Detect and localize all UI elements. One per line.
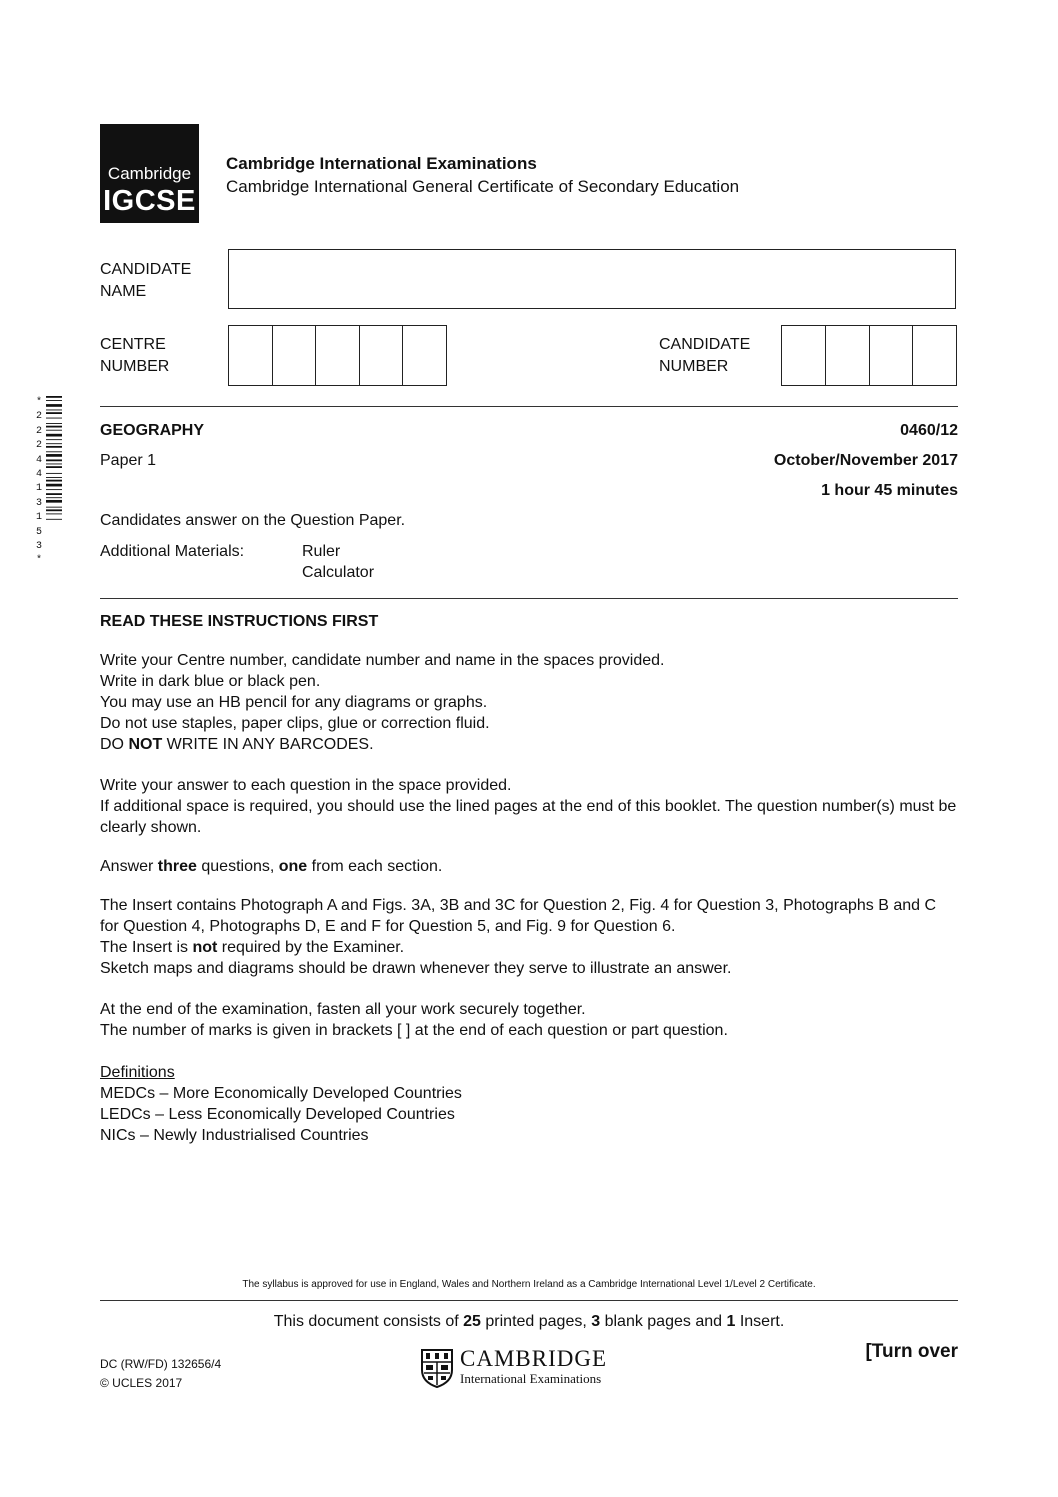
instruction-line: At the end of the examination, fasten all your work securely together.	[100, 1001, 586, 1018]
barcode-digit: 4	[35, 469, 42, 481]
barcode-digit: 3	[35, 497, 42, 509]
centre-number-label-line2: NUMBER	[100, 358, 170, 375]
instruction-line: The number of marks is given in brackets [ ] at the end of each question or part question.	[100, 1022, 728, 1039]
cambridge-crest-icon	[420, 1348, 454, 1388]
centre-number-cell[interactable]	[273, 326, 317, 385]
candidate-number-cell[interactable]	[913, 326, 956, 385]
text-run: WRITE IN ANY BARCODES.	[162, 736, 374, 753]
definitions	[100, 1062, 958, 1146]
igcse-logo	[100, 124, 199, 223]
copyright: © UCLES 2017	[100, 1376, 183, 1390]
instructions-block-1	[100, 650, 958, 755]
text-run: printed pages,	[480, 1313, 592, 1330]
candidate-number-label-line2: NUMBER	[659, 358, 729, 375]
definition-item: NICs – Newly Industrialised Countries	[100, 1127, 369, 1144]
turn-over: [Turn over	[865, 1341, 958, 1362]
divider	[100, 406, 958, 407]
logo-line-2: IGCSE	[103, 185, 196, 217]
text-run: questions,	[196, 858, 279, 875]
instruction-line: Do not use staples, paper clips, glue or correction fluid.	[100, 715, 490, 732]
candidate-number-label-line1: CANDIDATE	[659, 336, 751, 353]
text-run: blank pages and	[600, 1313, 727, 1330]
instruction-line: Write your answer to each question in the space provided.	[100, 777, 512, 794]
centre-number-cell[interactable]	[316, 326, 360, 385]
barcode-icon	[46, 396, 62, 598]
barcode-digit: 1	[35, 512, 42, 524]
blank-pages-count: 3	[591, 1313, 601, 1330]
board-subtitle: Cambridge International General Certificate of Secondary Education	[226, 177, 740, 196]
instruction-line: Write in dark blue or black pen.	[100, 673, 321, 690]
materials-label: Additional Materials:	[100, 543, 245, 560]
centre-number-label	[100, 334, 169, 378]
candidate-number-field[interactable]	[781, 325, 957, 386]
insert-info	[100, 895, 958, 979]
instruction-line	[100, 937, 958, 958]
candidate-number-cell[interactable]	[782, 326, 826, 385]
text-run-bold: not	[192, 939, 218, 956]
centre-number-field[interactable]	[228, 325, 447, 386]
definition-item: MEDCs – More Economically Developed Countries	[100, 1085, 462, 1102]
barcode-digit: 2	[35, 440, 42, 452]
candidate-name-label-line1: CANDIDATE	[100, 261, 192, 278]
centre-number-cell[interactable]	[403, 326, 446, 385]
text-run: The Insert is	[100, 939, 193, 956]
instruction-line: If additional space is required, you should use the lined pages at the end of this booklet. The question number(s) must be clearly shown.	[100, 798, 957, 836]
centre-number-cell[interactable]	[229, 326, 273, 385]
text-run: This document consists of	[273, 1313, 464, 1330]
instruction-line: You may use an HB pencil for any diagrams or graphs.	[100, 694, 488, 711]
logo-line-1: Cambridge	[107, 164, 192, 183]
barcode-digit: 2	[35, 411, 42, 423]
exam-session: October/November 2017	[773, 452, 958, 469]
candidate-name-label-line2: NAME	[100, 283, 147, 300]
materials-list	[302, 541, 374, 583]
syllabus-note: The syllabus is approved for use in England, Wales and Northern Ireland as a Cambridge International Level 1/Level 2 Certificate.	[242, 1279, 816, 1290]
text-run-bold: one	[278, 858, 308, 875]
barcode-digit: 3	[35, 541, 42, 553]
barcode-digit: 4	[35, 454, 42, 466]
text-run: from each section.	[307, 858, 443, 875]
candidate-number-label	[659, 334, 750, 378]
answer-rubric	[100, 856, 958, 877]
instruction-line: Write your Centre number, candidate number and name in the spaces provided.	[100, 652, 665, 669]
insert-count: 1	[726, 1313, 736, 1330]
end-instructions	[100, 999, 958, 1041]
answer-instruction: Candidates answer on the Question Paper.	[100, 512, 406, 529]
board-title: Cambridge International Examinations	[226, 154, 537, 173]
candidate-name-field[interactable]	[228, 249, 956, 309]
text-run-bold: three	[157, 858, 197, 875]
material-item: Ruler	[302, 543, 341, 560]
document-code: DC (RW/FD) 132656/4	[100, 1357, 222, 1371]
text-run: DO	[100, 736, 129, 753]
definition-item: LEDCs – Less Economically Developed Countries	[100, 1106, 455, 1123]
instruction-line: The Insert contains Photograph A and Figs. 3A, 3B and 3C for Question 2, Fig. 4 for Question 3, Photographs B and C for Question 4, Photographs D, E and F for Question 5, and Fig. 9 for Question 6.	[100, 897, 937, 935]
barcode-digit: 2	[35, 425, 42, 437]
barcode-digit: 5	[35, 526, 42, 538]
text-run: required by the Examiner.	[217, 939, 405, 956]
barcode-digit: 1	[35, 483, 42, 495]
definitions-heading: Definitions	[100, 1064, 175, 1081]
candidate-name-label	[100, 259, 191, 303]
material-item: Calculator	[302, 564, 375, 581]
divider	[100, 598, 958, 599]
instruction-line	[100, 734, 958, 755]
cambridge-subtitle: International Examinations	[460, 1371, 602, 1386]
barcode-digit: *	[35, 397, 42, 408]
barcode-digits	[33, 396, 45, 569]
paper-number: Paper 1	[100, 452, 157, 469]
barcode-digit: *	[35, 555, 42, 567]
cambridge-wordmark: CAMBRIDGE	[460, 1346, 608, 1371]
instructions-heading: READ THESE INSTRUCTIONS FIRST	[100, 613, 379, 630]
text-run-bold: NOT	[128, 736, 163, 753]
instruction-line: Sketch maps and diagrams should be drawn whenever they serve to illustrate an answer.	[100, 960, 732, 977]
page-count-note	[100, 1313, 958, 1331]
centre-number-cell[interactable]	[360, 326, 404, 385]
text-run: Answer	[100, 858, 158, 875]
paper-code: 0460/12	[900, 422, 958, 439]
subject: GEOGRAPHY	[100, 422, 205, 439]
text-run: Insert.	[735, 1313, 785, 1330]
printed-pages-count: 25	[463, 1313, 481, 1330]
centre-number-label-line1: CENTRE	[100, 336, 166, 353]
instructions-block-2	[100, 775, 958, 838]
exam-duration: 1 hour 45 minutes	[821, 482, 958, 499]
divider	[100, 1300, 958, 1301]
candidate-number-cell[interactable]	[826, 326, 870, 385]
candidate-number-cell[interactable]	[870, 326, 914, 385]
